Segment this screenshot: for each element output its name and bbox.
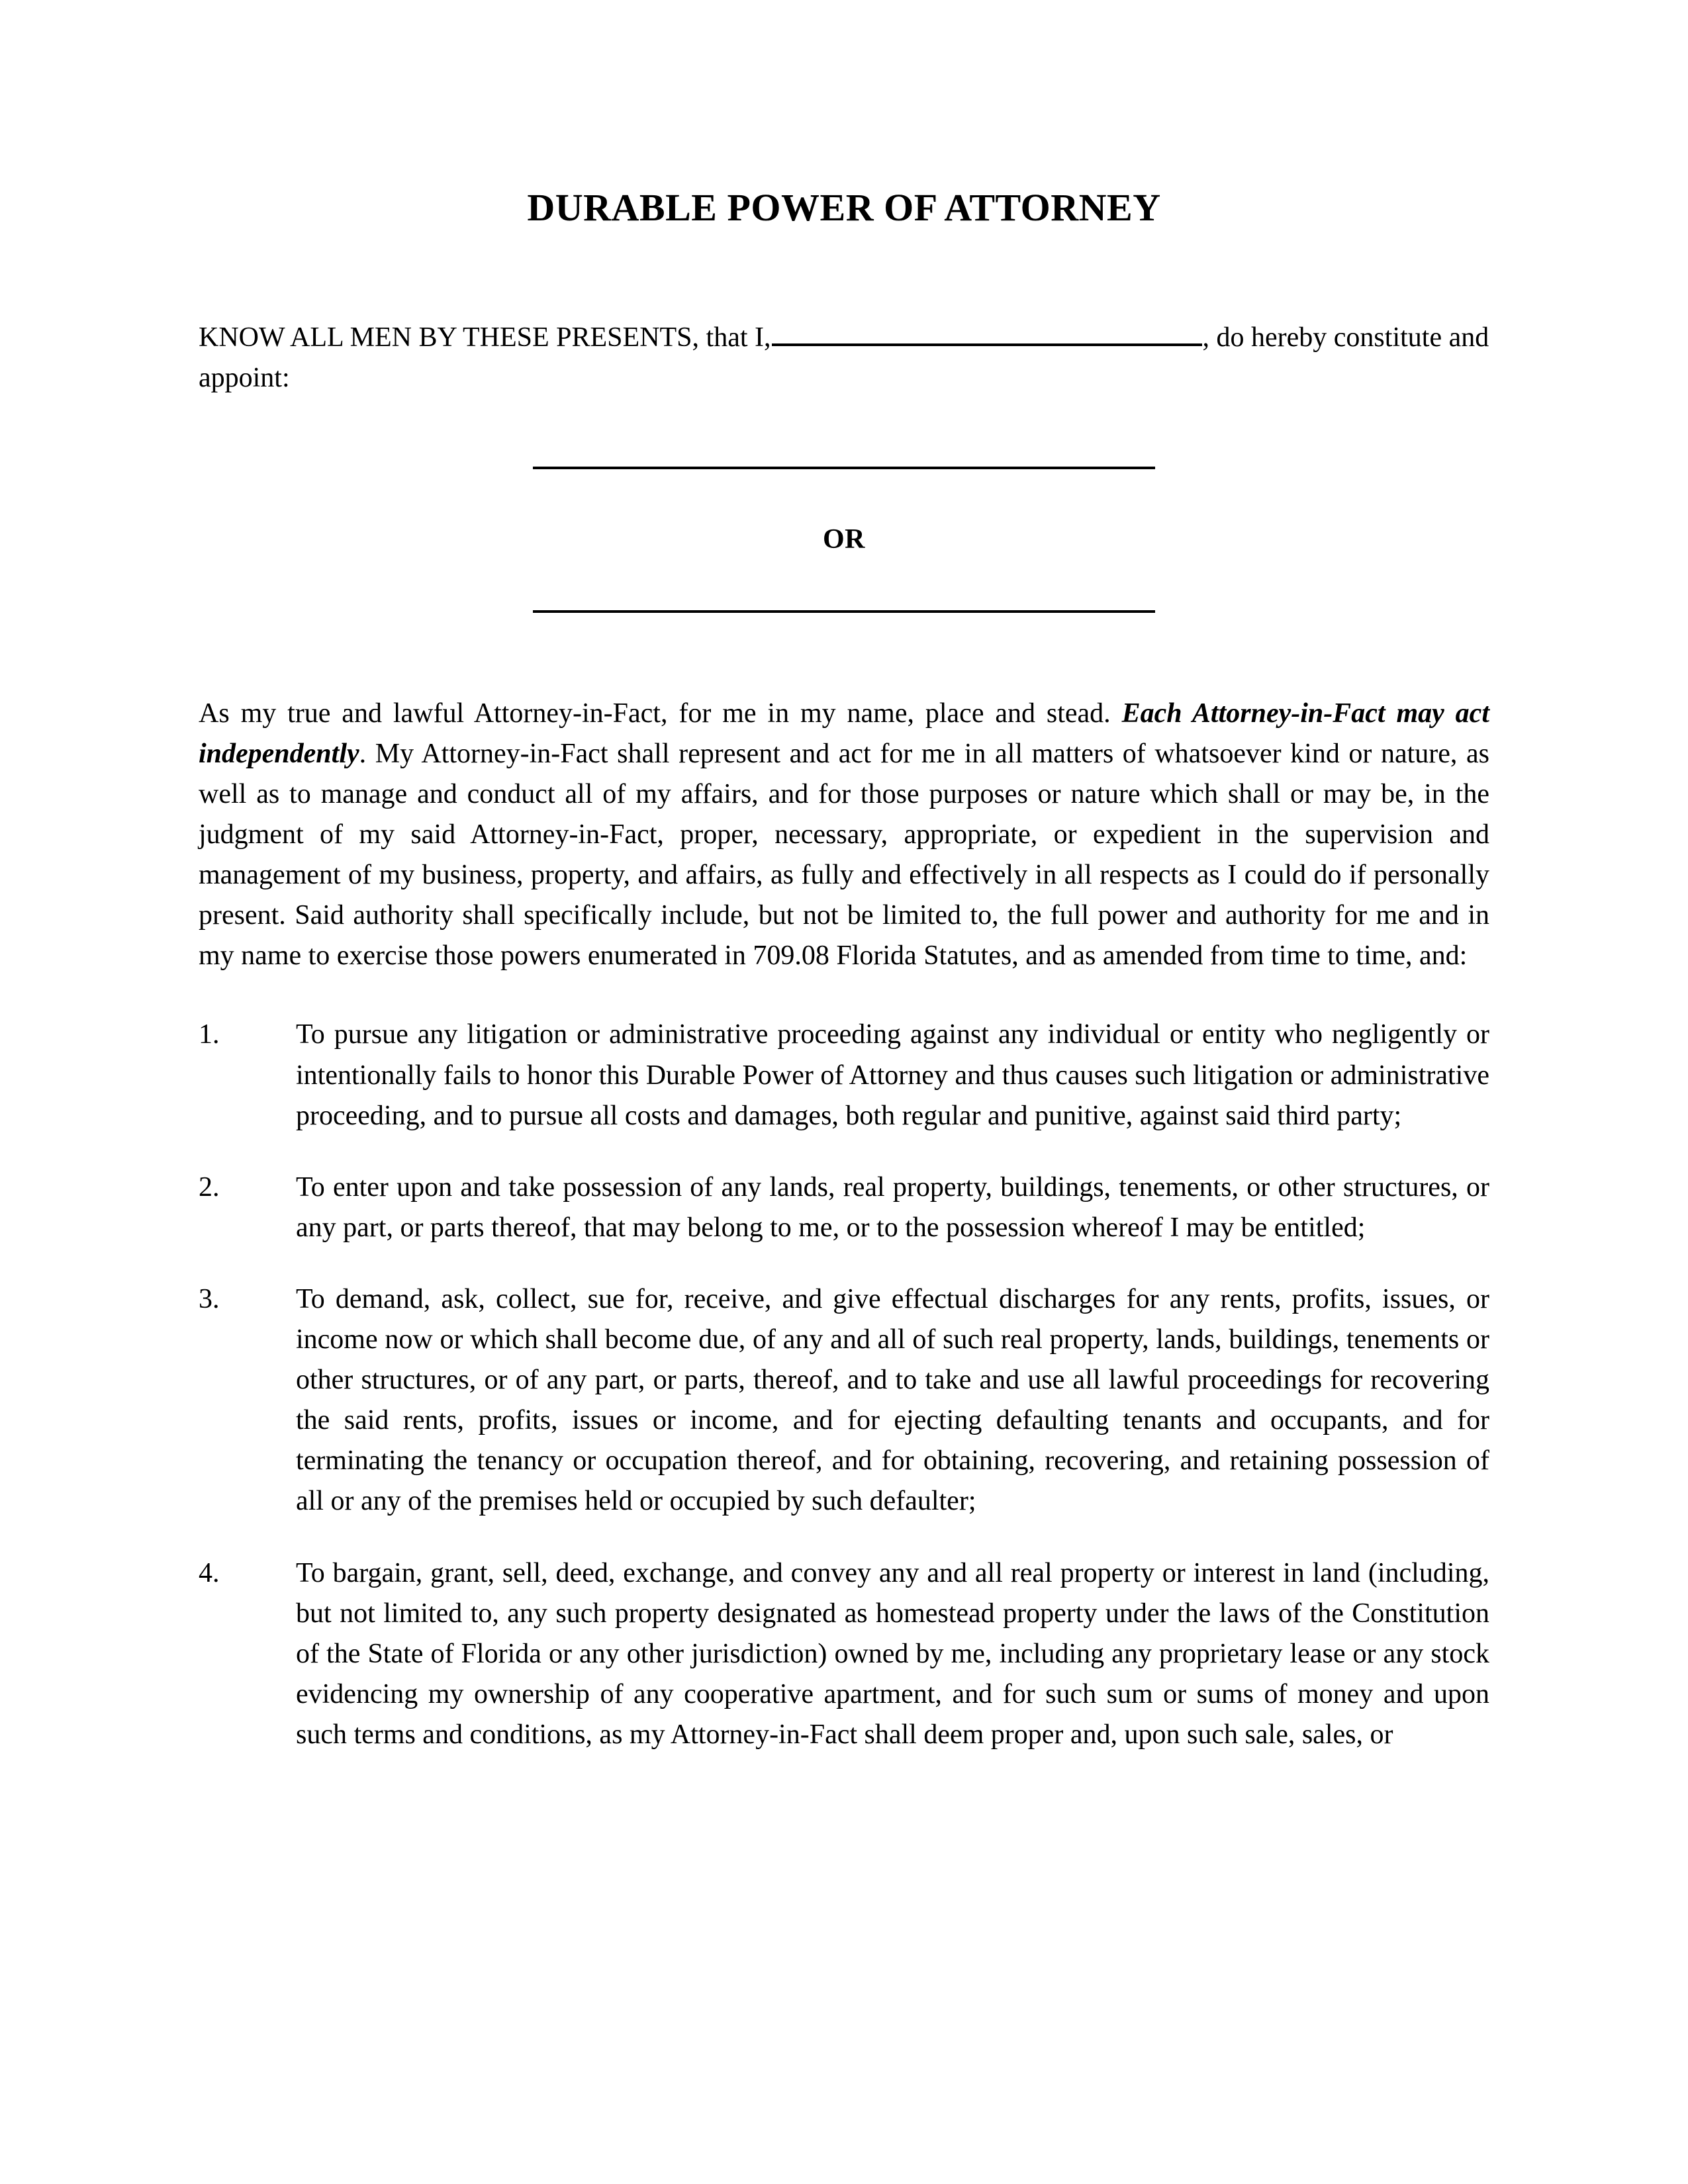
list-item <box>199 1015 1489 1136</box>
list-item <box>199 1553 1489 1756</box>
grant-of-authority-paragraph <box>199 613 1489 977</box>
document-content-column <box>199 0 1489 1755</box>
intro-paragraph <box>199 227 1489 399</box>
enumerated-powers-list <box>199 976 1489 1755</box>
list-item-text: To pursue any litigation or administrative proceeding against any individual or entity who negligently or intentionally fails to honor this Durable Power of Attorney and thus causes such litigation or administrative proceeding, and to pursue all costs and damages, both regular and punitive, against said third party; <box>296 1019 1489 1131</box>
page-title: DURABLE POWER OF ATTORNEY <box>527 186 1161 229</box>
list-item-number: 1. <box>199 1019 220 1050</box>
intro-text-before-blank: KNOW ALL MEN BY THESE PRESENTS, that I, <box>199 322 771 353</box>
grant-lead-text: As my true and lawful Attorney-in-Fact, for me in my name, place and stead. <box>199 698 1122 729</box>
list-item <box>199 1279 1489 1522</box>
appointee-block <box>199 399 1489 613</box>
appointee-separator-or: OR <box>823 523 865 555</box>
grant-rest-text: . My Attorney-in-Fact shall represent and act for me in all matters of whatsoever kind or nature, as well as to manage and conduct all of my affairs, and for those purposes or nature which shall or may be, in the judgment of my said Attorney-in-Fact, proper, necessary, appropriate, or expedient in the supervision and management of my business, property, and affairs, as fully and effectively in all respects as I could do if personally present. Said authority shall specifically include, but not be limited to, the full power and authority for me and in my name to exercise those powers enumerated in 709.08 Florida Statutes, and as amended from time to time, and: <box>199 738 1489 972</box>
list-item <box>199 1167 1489 1248</box>
list-item-number: 3. <box>199 1283 220 1314</box>
list-item-text: To bargain, grant, sell, deed, exchange, and convey any and all real property or interest in land (including, but not limited to, any such property designated as homestead property under the laws of the Constitution of the State of Florida or any other jurisdiction) owned by me, including any proprietary lease or any stock evidencing my ownership of any cooperative apartment, and for such sum or sums of money and upon such terms and conditions, as my Attorney-in-Fact shall deem proper and, upon such sale, sales, or <box>296 1557 1489 1751</box>
intro-text-after-blank: , do hereby constitute and appoint: <box>199 322 1489 394</box>
list-item-text: To enter upon and take possession of any lands, real property, buildings, tenements, or other structures, or any part, or parts thereof, that may belong to me, or to the possession whereof I may be entitled; <box>296 1171 1489 1243</box>
grant-emphasis-text: Each Attorney-in-Fact may act independently <box>199 698 1489 769</box>
list-item-number: 4. <box>199 1557 220 1588</box>
principal-name-blank-field[interactable] <box>772 322 1202 346</box>
list-item-number: 2. <box>199 1171 220 1203</box>
list-item-text: To demand, ask, collect, sue for, receive, and give effectual discharges for any rents, profits, issues, or income now or which shall become due, of any and all of such real property, lands, buildings, tenements or other structures, or of any part, or parts, thereof, and to take and use all lawful proceedings for recovering the said rents, profits, issues or income, and for ejecting defaulting tenants and occupants, and for terminating the tenancy or occupation thereof, and for obtaining, recovering, and retaining possession of all or any of the premises held or occupied by such defaulter; <box>296 1283 1489 1517</box>
